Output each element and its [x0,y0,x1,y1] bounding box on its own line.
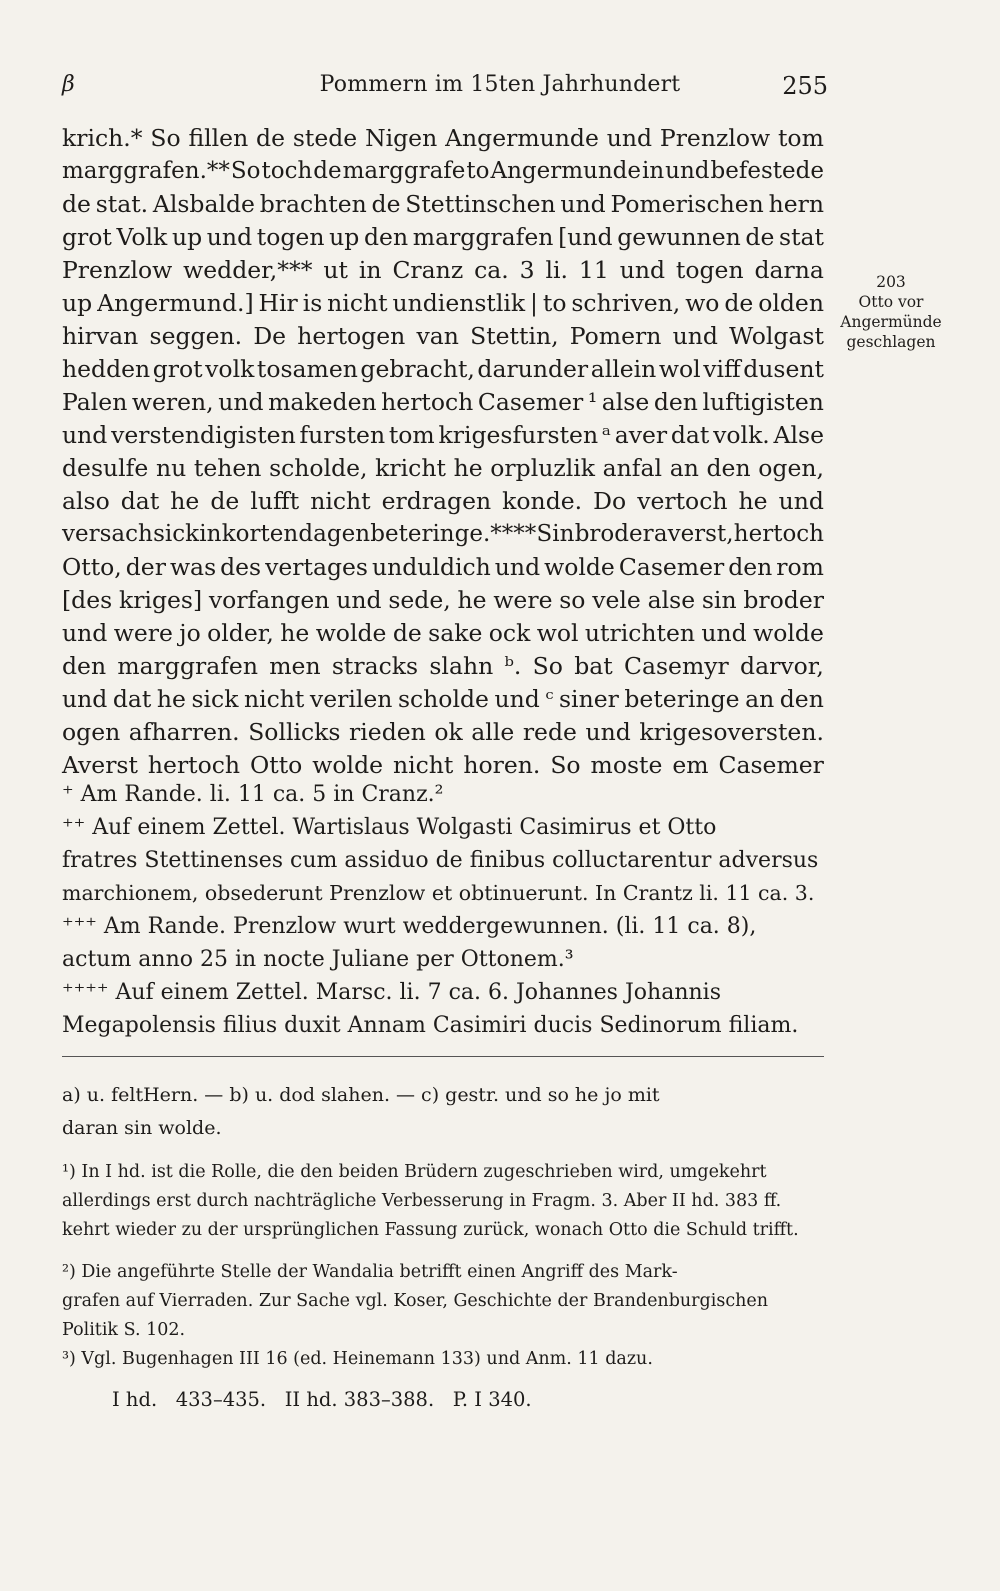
apparatus-line: a) u. feltHern. — b) u. dod slahen. — c) gestr. und so he jo mit [62,1084,660,1106]
footnotes-block [62,1158,824,1374]
note-line: actum anno 25 in nocte Juliane per Ottonem.³ [62,947,574,972]
text-line: Palen weren, und makeden hertoch Casemer ¹ alse den luftigisten [62,388,824,416]
text-line: de stat. Alsbalde brachten de Stettinschen und Pomerischen hern [62,190,824,218]
text-line: krich.* So fillen de stede Nigen Angermunde und Prenzlow tom [62,124,824,152]
text-line: und verstendigisten fursten tom krigesfursten ᵃ aver dat volk. Alse [62,421,824,449]
text-line: Otto, der was des vertages unduldich und wolde Casemer den rom [62,553,824,581]
footnote-divider [62,1056,824,1057]
note-line: fratres Stettinenses cum assiduo de finibus colluctarentur adversus [62,848,819,873]
footnote-line: grafen auf Vierraden. Zur Sache vgl. Koser, Geschichte der Brandenburgischen [62,1291,769,1311]
footnote-line: ²) Die angeführte Stelle der Wandalia betrifft einen Angriff des Mark- [62,1262,678,1282]
footnote-line: kehrt wieder zu der ursprünglichen Fassung zurück, wonach Otto die Schuld trifft. [62,1220,799,1240]
apparatus-block [62,1079,824,1145]
text-line: den marggrafen men stracks slahn ᵇ. So bat Casemyr darvor, [62,652,824,680]
running-title: Pommern im 15ten Jahrhundert [319,72,681,97]
text-line: marggrafen.** So toch de marggrafe to Angermunde in und befestede [62,158,824,184]
text-line: also dat he de lufft nicht erdragen konde. Do vertoch he und [62,487,824,515]
text-line: hirvan seggen. De hertogen van Stettin, Pomern und Wolgast [62,322,824,350]
note-line: ⁺⁺⁺ Am Rande. Prenzlow wurt weddergewunnen. (li. 11 ca. 8), [62,914,757,939]
margin-note-line: geschlagen [846,333,936,351]
footnote-line: allerdings erst durch nachträgliche Verbesserung in Fragm. 3. Aber II hd. 383 ff. [62,1191,782,1211]
margin-note-line: Angermünde [840,313,942,331]
note-line: Megapolensis filius duxit Annam Casimiri ducis Sedinorum filiam. [62,1013,799,1038]
marginal-notes-block [62,778,824,1042]
signature-mark: β [62,72,75,97]
text-line: Averst hertoch Otto wolde nicht horen. So moste em Casemer [62,751,824,779]
apparatus-line: daran sin wolde. [62,1117,222,1139]
text-line: desulfe nu tehen scholde, kricht he orpluzlik anfal an den ogen, [62,454,824,482]
footnote-line: ³) Vgl. Bugenhagen III 16 (ed. Heinemann 133) und Anm. 11 dazu. [62,1349,653,1369]
note-line: ⁺ Am Rande. li. 11 ca. 5 in Cranz.² [62,782,444,807]
text-line: ogen afharren. Sollicks rieden ok alle rede und krigesoversten. [62,718,824,746]
text-line: up Angermund.] Hir is nicht undienstlik | to schriven, wo de olden [62,289,824,317]
main-text-block [62,122,824,782]
page-number: 255 [782,72,828,100]
text-line: und dat he sick nicht verilen scholde und ᶜ siner beteringe an den [62,685,824,713]
margin-note [832,272,950,352]
text-line: Prenzlow wedder,*** ut in Cranz ca. 3 li. 11 und togen darna [62,256,824,284]
text-line: [des kriges] vorfangen und sede, he were so vele alse sin broder [62,586,824,614]
margin-note-line: Otto vor [858,293,924,311]
margin-note-number: 203 [876,273,906,291]
source-references: I hd. 433–435. II hd. 383–388. P. I 340. [112,1388,532,1411]
text-line: grot Volk up und togen up den marggrafen [und gewunnen de stat [62,223,824,251]
note-line: ⁺⁺ Auf einem Zettel. Wartislaus Wolgasti Casimirus et Otto [62,815,717,840]
footnote-line: ¹) In I hd. ist die Rolle, die den beiden Brüdern zugeschrieben wird, umgekehrt [62,1162,767,1182]
text-line: und were jo older, he wolde de sake ock wol utrichten und wolde [62,619,824,647]
text-line: versach sick in korten dagen beteringe.**** Sin broder averst, hertoch [62,521,824,547]
text-line: hedden grot volk tosamen gebracht, darunder allein wol viff dusent [62,355,824,383]
note-line: marchionem, obsederunt Prenzlow et obtinuerunt. In Crantz li. 11 ca. 3. [62,881,815,905]
note-line: ⁺⁺⁺⁺ Auf einem Zettel. Marsc. li. 7 ca. 6. Johannes Johannis [62,980,721,1005]
footnote-line: Politik S. 102. [62,1320,186,1340]
